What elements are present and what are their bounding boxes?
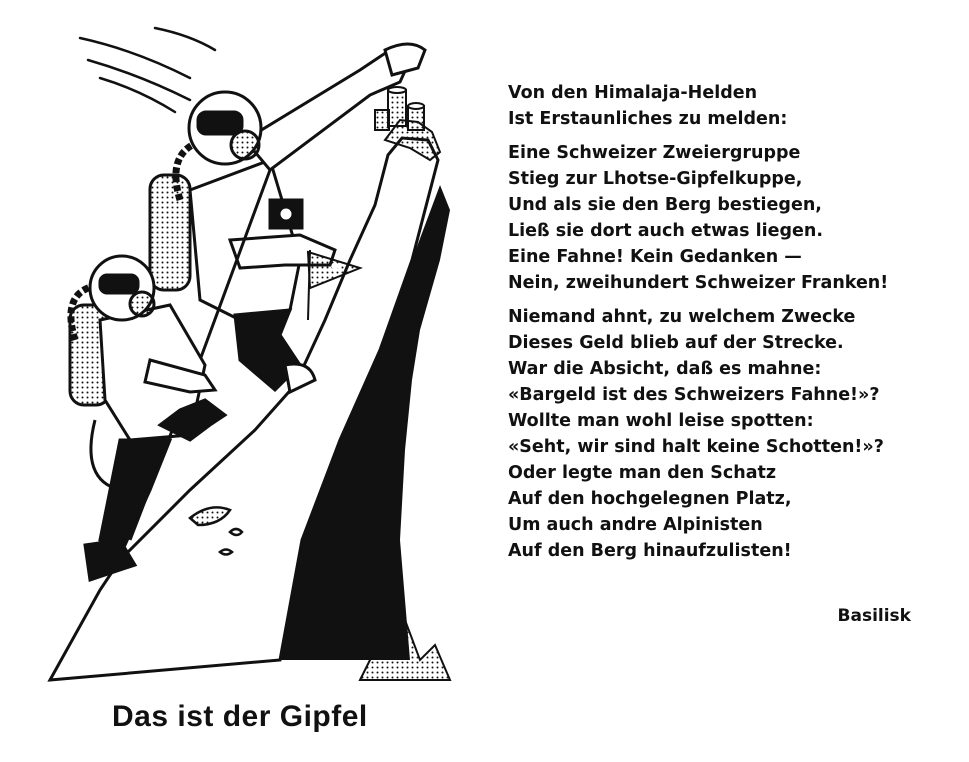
cartoon-caption: Das ist der Gipfel [112,700,368,733]
poem-line: Niemand ahnt, zu welchem Zwecke [508,307,856,327]
poem [508,80,948,572]
poem-line: «Bargeld ist des Schweizers Fahne!»? [508,385,880,405]
poem-stanza-3 [508,304,948,564]
poem-line: Um auch andre Alpinisten [508,515,763,535]
wind-lines [80,28,215,112]
poem-line: Dieses Geld blieb auf der Strecke. [508,333,844,353]
poem-author: Basilisk [837,606,911,626]
poem-line: Eine Fahne! Kein Gedanken — [508,247,802,267]
cartoon-illustration [40,20,470,685]
poem-line: Auf den hochgelegnen Platz, [508,489,792,509]
poem-line: Wollte man wohl leise spotten: [508,411,814,431]
poem-stanza-2 [508,140,948,296]
poem-line: Und als sie den Berg bestiegen, [508,195,822,215]
poem-line: Von den Himalaja-Helden [508,83,758,103]
poem-line: Auf den Berg hinaufzulisten! [508,541,792,561]
poem-line: War die Absicht, daß es mahne: [508,359,822,379]
poem-line: «Seht, wir sind halt keine Schotten!»? [508,437,884,457]
poem-stanza-1 [508,80,948,132]
poem-line: Nein, zweihundert Schweizer Franken! [508,273,889,293]
poem-line: Eine Schweizer Zweiergruppe [508,143,801,163]
poem-line: Ist Erstaunliches zu melden: [508,109,788,129]
coin-stacks [375,87,424,130]
poem-line: Ließ sie dort auch etwas liegen. [508,221,823,241]
poem-line: Oder legte man den Schatz [508,463,777,483]
poem-line: Stieg zur Lhotse-Gipfelkuppe, [508,169,803,189]
